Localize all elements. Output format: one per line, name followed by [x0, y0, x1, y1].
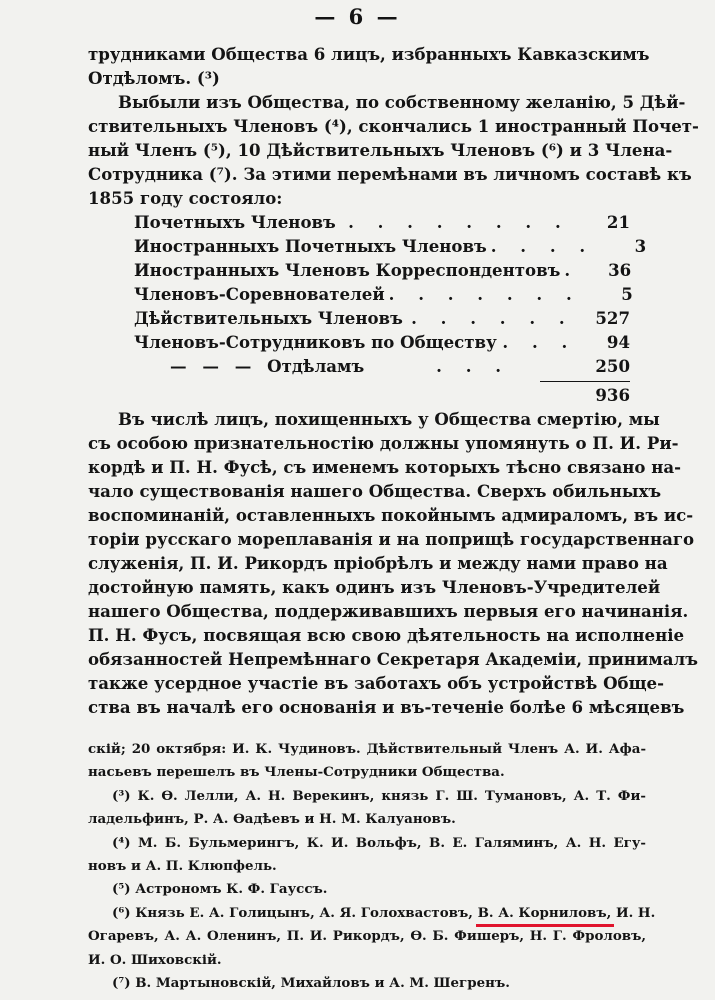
- footnote-4: (⁴) М. Б. Бульмерингъ, К. И. Вольфъ, В. Е. Галяминъ, А. Н. Егу-: [112, 834, 646, 851]
- table-row: [134, 354, 630, 378]
- dot-leader: . . . .: [490, 236, 595, 256]
- row-label: — — — Отдѣламъ: [170, 356, 365, 376]
- total-rule: [540, 381, 630, 382]
- row-value: 250: [595, 356, 630, 376]
- dot-leader: . . . . . . . .: [348, 212, 570, 232]
- text-line: ный Членъ (⁵), 10 Дѣйствительныхъ Членовъ (⁶) и 3 Члена-: [88, 140, 673, 160]
- footnote-3: (³) К. Ѳ. Лелли, А. Н. Верекинъ, князь Г. Ш. Тумановъ, А. Т. Фи-: [112, 787, 646, 804]
- footnote-5: (⁵) Астрономъ К. Ф. Гауссъ.: [112, 881, 328, 898]
- row-value: 3: [634, 236, 647, 256]
- row-label: Членовъ-Сотрудниковъ по Обществу: [134, 332, 497, 352]
- text-line: П. Н. Фусъ, посвящая всю свою дѣятельность на исполненіе: [88, 625, 685, 645]
- footnote-7: (⁷) В. Мартыновскій, Михайловъ и А. М. Шегренъ.: [112, 975, 510, 992]
- footnote-line: ладельфинъ, Р. А. Ѳадѣевъ и Н. М. Калуановъ.: [88, 811, 456, 828]
- footnote-text: И. Н.: [615, 904, 656, 921]
- highlighted-name: В. А. Корниловъ,: [478, 902, 612, 925]
- text-line: Сотрудника (⁷). За этими перемѣнами въ личномъ составѣ къ: [88, 164, 692, 184]
- footnote-line: Огаревъ, А. А. Оленинъ, П. И. Рикордъ, Ѳ. Б. Фишеръ, Н. Г. Фроловъ,: [88, 928, 646, 945]
- text-line: достойную память, какъ одинъ изъ Членовъ-Учредителей: [88, 577, 661, 597]
- text-line: ства въ началѣ его основанія и въ-теченіе болѣе 6 мѣсяцевъ: [88, 697, 685, 717]
- text-line: воспоминаній, оставленныхъ покойнымъ адмираломъ, въ ис-: [88, 505, 694, 525]
- table-row: [134, 210, 630, 234]
- row-label: Иностранныхъ Почетныхъ Членовъ: [134, 236, 487, 256]
- row-value: 36: [608, 260, 632, 280]
- row-value: 21: [606, 212, 630, 232]
- text-line: обязанностей Непремѣннаго Секретаря Академіи, принималъ: [88, 649, 698, 669]
- text-line: также усердное участіе въ заботахъ объ устройствѣ Обще-: [88, 673, 665, 693]
- text-line: служенія, П. И. Рикордъ пріобрѣлъ и между нами право на: [88, 553, 668, 573]
- dot-leader: . . .: [436, 356, 511, 376]
- table-row: [134, 330, 630, 354]
- row-value: 527: [595, 308, 630, 328]
- paragraph-3: [88, 407, 698, 719]
- text-line: Въ числѣ лицъ, похищенныхъ у Общества смертію, мы: [118, 409, 660, 429]
- text-line: Выбыли изъ Общества, по собственному желанію, 5 Дѣй-: [118, 92, 686, 112]
- row-label: Иностранныхъ Членовъ Корреспондентовъ: [134, 260, 561, 280]
- paragraph-1: [88, 42, 650, 90]
- footnotes: [88, 738, 656, 995]
- text-line: съ особою признательностію должны упомянуть о П. И. Ри-: [88, 433, 679, 453]
- dot-leader: . . .: [502, 332, 577, 352]
- row-label: Членовъ-Соревнователей: [134, 284, 385, 304]
- row-label: Почетныхъ Членовъ: [134, 212, 336, 232]
- text-line: кордѣ и П. Н. Фусѣ, съ именемъ которыхъ тѣсно связано на-: [88, 457, 681, 477]
- row-value: 94: [606, 332, 630, 352]
- footnote-line: новъ и А. П. Клюпфель.: [88, 858, 277, 875]
- text-line: 1855 году состояло:: [88, 188, 283, 208]
- footnote-line: И. О. Шиховскій.: [88, 951, 222, 968]
- dot-leader: . . . . . .: [411, 308, 574, 328]
- text-line: Отдѣломъ. (³): [88, 68, 220, 88]
- table-row: [134, 234, 647, 258]
- text-line: нашего Общества, поддерживавшихъ первыя его начинанія.: [88, 601, 689, 621]
- row-label: Дѣйствительныхъ Членовъ: [134, 308, 403, 328]
- text-line: трудниками Общества 6 лицъ, избранныхъ Кавказскимъ: [88, 44, 650, 64]
- total-value: 936: [595, 385, 630, 405]
- table-row: [134, 282, 633, 306]
- table-row: [134, 258, 630, 282]
- main-text: [88, 42, 699, 719]
- footnote-text: (⁶) Князь Е. А. Голицынъ, А. Я. Голохвастовъ,: [112, 904, 473, 921]
- dot-leader: .: [564, 260, 580, 280]
- footnote-line: скій; 20 октября: И. К. Чудиновъ. Дѣйствительный Членъ А. И. Афа-: [88, 741, 646, 757]
- footnote-line: насьевъ перешелъ въ Члены-Сотрудники Общества.: [88, 764, 505, 781]
- page-number: — 6 —: [314, 4, 401, 29]
- footnote-6: [88, 902, 656, 925]
- table-row: [134, 306, 630, 330]
- text-line: ствительныхъ Членовъ (⁴), скончались 1 иностранный Почет-: [88, 116, 699, 136]
- text-line: чало существованія нашего Общества. Сверхъ обильныхъ: [88, 481, 662, 501]
- text-line: торіи русскаго мореплаванія и на поприщѣ государственнаго: [88, 529, 695, 549]
- membership-table: [88, 210, 647, 407]
- total-row: [134, 383, 630, 407]
- dot-leader: . . . . . . .: [388, 284, 581, 304]
- paragraph-2: [88, 90, 699, 210]
- row-value: 5: [621, 284, 633, 304]
